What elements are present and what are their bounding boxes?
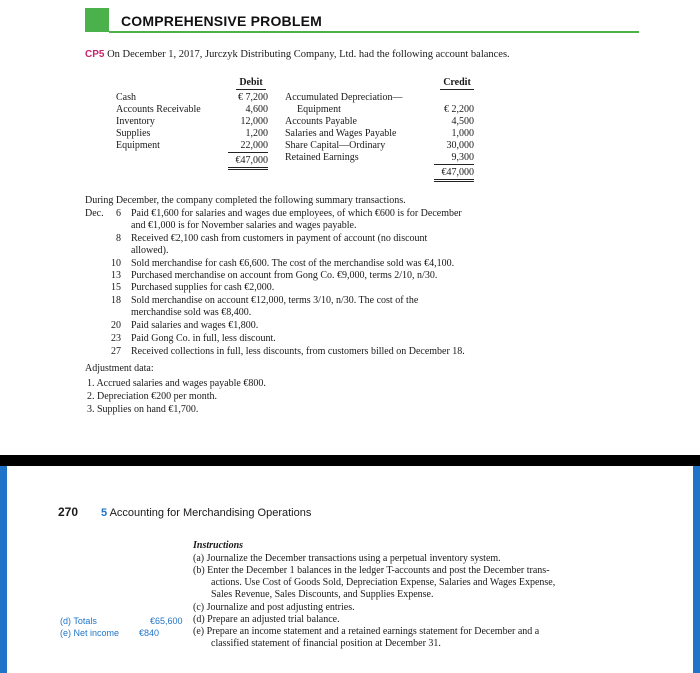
debit-amount: 22,000 [228,140,268,153]
transaction-day: 8 [116,233,121,244]
instruction-line: Sales Revenue, Sales Discounts, and Supplies Expense. [211,589,434,600]
chapter-heading [101,507,311,519]
instruction-item [193,614,623,626]
transaction-day: 13 [111,270,121,281]
transactions-intro: During December, the company completed the following summary transactions. [85,195,406,206]
instruction-item [193,602,623,614]
transaction-line: Received collections in full, less discounts, from customers billed on December 18. [131,346,465,357]
transaction-text [131,320,511,332]
adjustment-item: 1. Accrued salaries and wages payable €800. [87,378,266,389]
instruction-item [193,626,633,650]
transaction-day: 15 [111,282,121,293]
instruction-line: (e) Prepare an income statement and a retained earnings statement for December and a [193,626,540,637]
credit-header: Credit [440,77,474,90]
debit-amount: € 7,200 [238,92,268,103]
transaction-line: Purchased supplies for cash €2,000. [131,282,275,293]
transaction-line: allowed). [131,245,169,256]
problem-code: CP5 [85,49,105,60]
problem-intro-text: On December 1, 2017, Jurczyk Distributing Company, Ltd. had the following account balances. [107,49,510,60]
transaction-text [131,295,511,319]
transaction-line: merchandise sold was €8,400. [131,307,252,318]
credit-account: Accounts Payable [285,116,357,127]
credit-account: Accumulated Depreciation— [285,92,403,103]
instructions-heading: Instructions [193,540,244,551]
credit-amount: € 2,200 [444,104,474,115]
credit-account: Retained Earnings [285,152,359,163]
credit-total: €47,000 [434,167,474,182]
transaction-line: Paid salaries and wages €1,800. [131,320,259,331]
transaction-text [131,346,511,358]
page-number: 270 [58,505,79,519]
textbook-page-bottom [0,466,700,673]
instruction-line: (c) Journalize and post adjusting entries. [193,602,355,613]
instruction-line: (a) Journalize the December transactions using a perpetual inventory system. [193,553,501,564]
transaction-text [131,333,511,345]
transaction-text [131,282,511,294]
header-rule [109,31,639,33]
adjustments-heading: Adjustment data: [85,363,154,374]
credit-amount: 9,300 [434,152,474,165]
transaction-line: Purchased merchandise on account from Gong Co. €9,000, terms 2/10, n/30. [131,270,438,281]
answer-value: €840 [139,628,160,638]
instruction-line: (d) Prepare an adjusted trial balance. [193,614,340,625]
answer-label: (d) Totals [60,616,97,626]
transaction-day: 10 [111,258,121,269]
instruction-line: (b) Enter the December 1 balances in the ledger T-accounts and post the December trans- [193,565,550,576]
debit-account: Supplies [116,128,151,139]
transaction-day: 27 [111,346,121,357]
transaction-line: Paid Gong Co. in full, less discount. [131,333,276,344]
transaction-line: Received €2,100 cash from customers in payment of account (no discount [131,233,428,244]
transaction-day: 6 [116,208,121,219]
transaction-day: 18 [111,295,121,306]
chapter-title: Accounting for Merchandising Operations [109,507,312,519]
debit-amount: 12,000 [240,116,268,127]
instruction-item [193,553,623,565]
debit-amount: 1,200 [245,128,268,139]
transaction-day: 23 [111,333,121,344]
transaction-text [131,258,511,270]
answer-value: €65,600 [150,616,183,626]
credit-account: Equipment [297,104,341,115]
green-square-marker [85,8,109,32]
transaction-day: 20 [111,320,121,331]
debit-account: Inventory [116,116,155,127]
section-title: COMPREHENSIVE PROBLEM [121,13,322,29]
problem-intro [85,49,515,61]
credit-account: Share Capital—Ordinary [285,140,386,151]
debit-account: Cash [116,92,136,103]
transaction-text [131,208,511,232]
credit-amount: 4,500 [451,116,474,127]
instruction-line: actions. Use Cost of Goods Sold, Depreciation Expense, Salaries and Wages Expense, [211,577,556,588]
chapter-number: 5 [101,507,108,519]
answer-label: (e) Net income [60,628,120,638]
adjustment-item: 3. Supplies on hand €1,700. [87,404,199,415]
page-edge-right [693,466,700,673]
transaction-text [131,233,511,257]
instruction-item [193,565,633,601]
credit-account: Salaries and Wages Payable [285,128,397,139]
adjustment-item: 2. Depreciation €200 per month. [87,391,217,402]
instruction-line: classified statement of financial position at December 31. [211,638,441,649]
transaction-line: Sold merchandise on account €12,000, terms 3/10, n/30. The cost of the [131,295,419,306]
debit-header: Debit [236,77,266,90]
credit-amount: 1,000 [451,128,474,139]
credit-amount: 30,000 [446,140,474,151]
month-label: Dec. [85,208,104,219]
transaction-line: and €1,000 is for November salaries and wages payable. [131,220,357,231]
debit-account: Equipment [116,140,160,151]
page-edge-left [0,466,7,673]
debit-total: €47,000 [228,155,268,170]
transaction-text [131,270,511,282]
debit-amount: 4,600 [245,104,268,115]
transaction-line: Sold merchandise for cash €6,600. The cost of the merchandise sold was €4,100. [131,258,455,269]
transaction-line: Paid €1,600 for salaries and wages due employees, of which €600 is for December [131,208,462,219]
debit-account: Accounts Receivable [116,104,201,115]
